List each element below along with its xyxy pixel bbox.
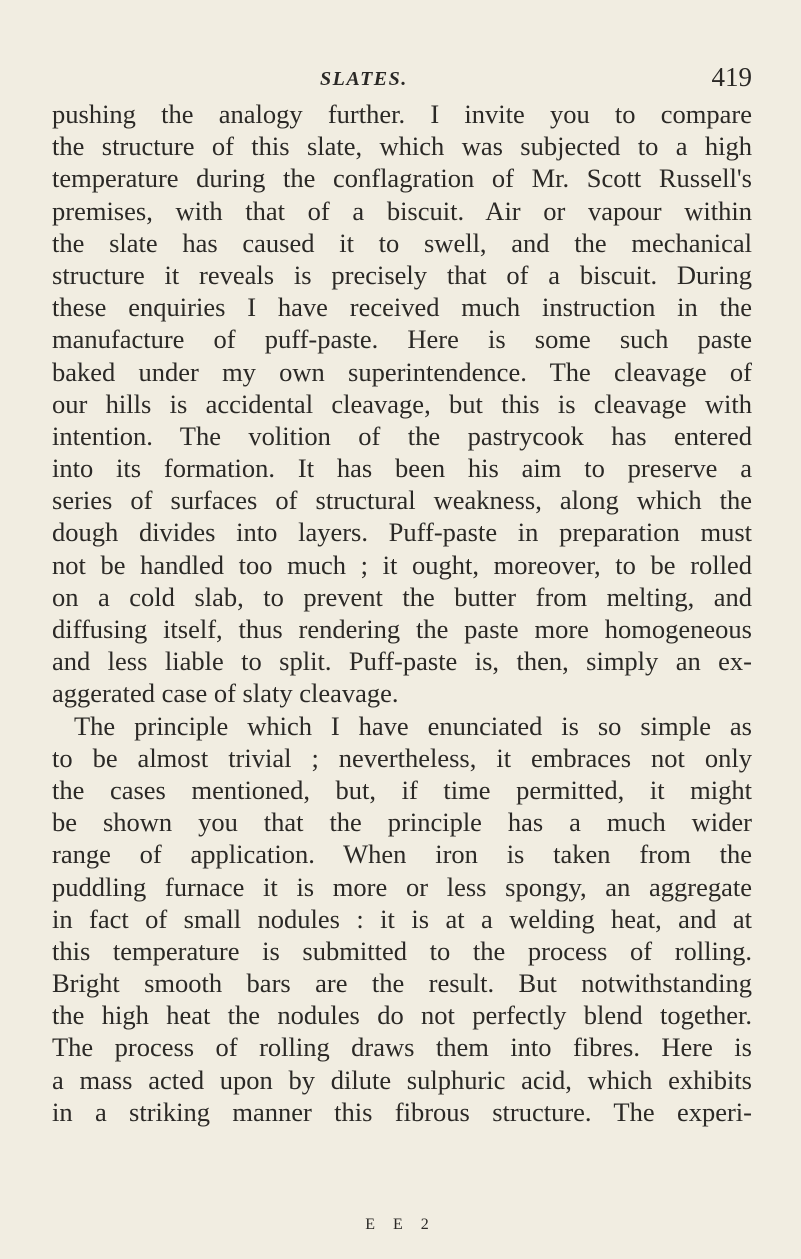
- text-line: be shown you that the principle has a much wider: [52, 807, 752, 838]
- text-line: on a cold slab, to prevent the butter from melting, and: [52, 581, 752, 612]
- text-line: baked under my own superintendence. The cleavage of: [52, 356, 752, 387]
- text-line: a mass acted upon by dilute sulphuric acid, which exhibits: [52, 1064, 752, 1095]
- text-line: The process of rolling draws them into fibres. Here is: [52, 1032, 752, 1063]
- text-line: the high heat the nodules do not perfectly blend together.: [52, 1000, 752, 1031]
- text-line: dough divides into layers. Puff-paste in preparation must: [52, 517, 752, 548]
- text-line: puddling furnace it is more or less spongy, an aggregate: [52, 871, 752, 902]
- text-line: pushing the analogy further. I invite you to compare: [52, 99, 752, 129]
- text-line: Bright smooth bars are the result. But notwithstanding: [52, 968, 752, 999]
- text-line: diffusing itself, thus rendering the paste more homogeneous: [52, 614, 752, 644]
- text-line: to be almost trivial ; nevertheless, it embraces not only: [52, 742, 752, 773]
- text-line: the structure of this slate, which was subjected to a high: [52, 131, 752, 162]
- text-line: this temperature is submitted to the process of rolling.: [52, 935, 752, 966]
- text-line: in fact of small nodules : it is at a welding heat, and at: [52, 903, 752, 934]
- text-line: the cases mentioned, but, if time permitted, it might: [52, 774, 752, 805]
- text-line: the slate has caused it to swell, and the mechanical: [52, 227, 752, 258]
- text-line: not be handled too much ; it ought, moreover, to be rolled: [52, 549, 752, 580]
- text-line: our hills is accidental cleavage, but this is cleavage with: [52, 388, 752, 419]
- text-line: structure it reveals is precisely that of a biscuit. During: [52, 259, 752, 290]
- text-line: and less liable to split. Puff-paste is, then, simply an ex-: [52, 646, 752, 677]
- running-title: SLATES.: [320, 68, 408, 90]
- text-line: intention. The volition of the pastrycook has entered: [52, 420, 752, 451]
- text-line: temperature during the conflagration of Mr. Scott Russell's: [52, 163, 752, 194]
- text-line-paragraph-end: aggerated case of slaty cleavage.: [52, 678, 399, 709]
- text-line: manufacture of puff-paste. Here is some such paste: [52, 324, 752, 355]
- page-number: 419: [711, 62, 752, 92]
- text-line: premises, with that of a biscuit. Air or vapour within: [52, 195, 752, 226]
- text-line: in a striking manner this fibrous structure. The experi-: [52, 1096, 752, 1127]
- text-line: into its formation. It has been his aim to preserve a: [52, 453, 752, 484]
- text-line-paragraph-start: The principle which I have enunciated is so simple as: [74, 710, 752, 741]
- text-line: range of application. When iron is taken from the: [52, 839, 752, 870]
- signature-mark: E E 2: [365, 1216, 436, 1233]
- body-text: [52, 98, 752, 1128]
- text-line: series of surfaces of structural weakness, along which the: [52, 485, 752, 516]
- text-line: these enquiries I have received much instruction in the: [52, 292, 752, 323]
- running-head: [52, 54, 752, 94]
